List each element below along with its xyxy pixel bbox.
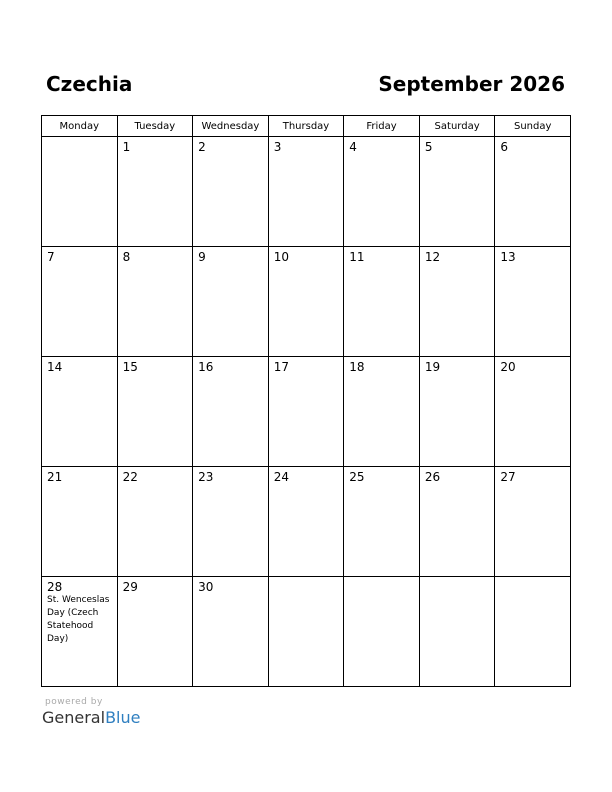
day-number: 6 [500,140,509,154]
weekday-header-friday: Friday [344,116,420,137]
day-number [420,577,495,580]
day-cell [42,467,118,577]
day-cell [344,467,420,577]
weekday-header-monday: Monday [42,116,118,137]
day-number: 3 [273,140,282,154]
day-cell [268,137,344,247]
day-number: 19 [424,360,441,374]
weekday-header-saturday: Saturday [419,116,495,137]
day-number: 23 [198,470,214,484]
day-number: 11 [349,250,365,264]
day-number: 21 [47,470,63,484]
weekday-header-row [42,116,571,137]
day-cell [268,247,344,357]
day-cell [268,577,344,687]
week-row [42,137,571,247]
day-number: 5 [424,140,433,154]
day-cell [117,247,193,357]
day-cell [495,467,571,577]
day-number: 16 [198,360,214,374]
day-number: 12 [424,250,441,264]
day-cell [117,357,193,467]
day-number: 15 [122,360,138,374]
week-row [42,577,571,687]
month-year-title: September 2026 [378,72,565,96]
week-row [42,247,571,357]
day-cell [268,467,344,577]
day-cell [419,137,495,247]
day-number: 20 [500,360,516,374]
day-cell [42,577,118,687]
day-cell [419,577,495,687]
day-cell [42,357,118,467]
day-cell [193,357,269,467]
day-cell [117,577,193,687]
day-cell [344,357,420,467]
day-number: 28 [47,580,63,594]
day-number: 17 [273,360,289,374]
day-number: 10 [273,250,289,264]
day-number [42,137,117,140]
day-number [344,577,419,580]
day-number: 26 [424,470,441,484]
day-cell [42,247,118,357]
day-cell [344,577,420,687]
day-number [495,577,570,580]
brand-blue-text: Blue [105,708,141,727]
day-cell [495,247,571,357]
day-number: 24 [273,470,289,484]
day-cell [268,357,344,467]
country-title: Czechia [46,72,133,96]
week-row [42,467,571,577]
day-number: 25 [349,470,365,484]
day-cell [495,137,571,247]
day-number: 27 [500,470,516,484]
day-cell [193,467,269,577]
day-cell [193,577,269,687]
day-cell [344,137,420,247]
day-number: 22 [122,470,138,484]
day-number: 18 [349,360,365,374]
weekday-header-sunday: Sunday [495,116,571,137]
day-number: 7 [47,250,55,264]
day-number: 4 [349,140,357,154]
weekday-header-thursday: Thursday [268,116,344,137]
day-number: 1 [122,140,131,154]
day-number: 2 [198,140,206,154]
week-row [42,357,571,467]
day-number: 9 [198,250,206,264]
day-cell [193,137,269,247]
day-number: 30 [198,580,214,594]
holiday-label: St. Wenceslas Day (Czech Statehood Day) [47,595,110,644]
brand-general-text: General [42,708,106,727]
day-number: 8 [122,250,131,264]
day-cell [419,357,495,467]
generalblue-logo[interactable] [42,708,140,728]
day-cell [193,247,269,357]
weekday-header-wednesday: Wednesday [193,116,269,137]
day-cell [495,577,571,687]
day-number [269,577,344,580]
calendar-grid [41,115,571,687]
day-cell [419,467,495,577]
weekday-header-tuesday: Tuesday [117,116,193,137]
day-cell [419,247,495,357]
day-number: 29 [122,580,138,594]
day-cell [117,467,193,577]
day-number: 14 [47,360,63,374]
powered-by-text: powered by [45,697,103,707]
day-cell [42,137,118,247]
day-cell [117,137,193,247]
day-number: 13 [500,250,516,264]
day-cell [344,247,420,357]
day-cell [495,357,571,467]
